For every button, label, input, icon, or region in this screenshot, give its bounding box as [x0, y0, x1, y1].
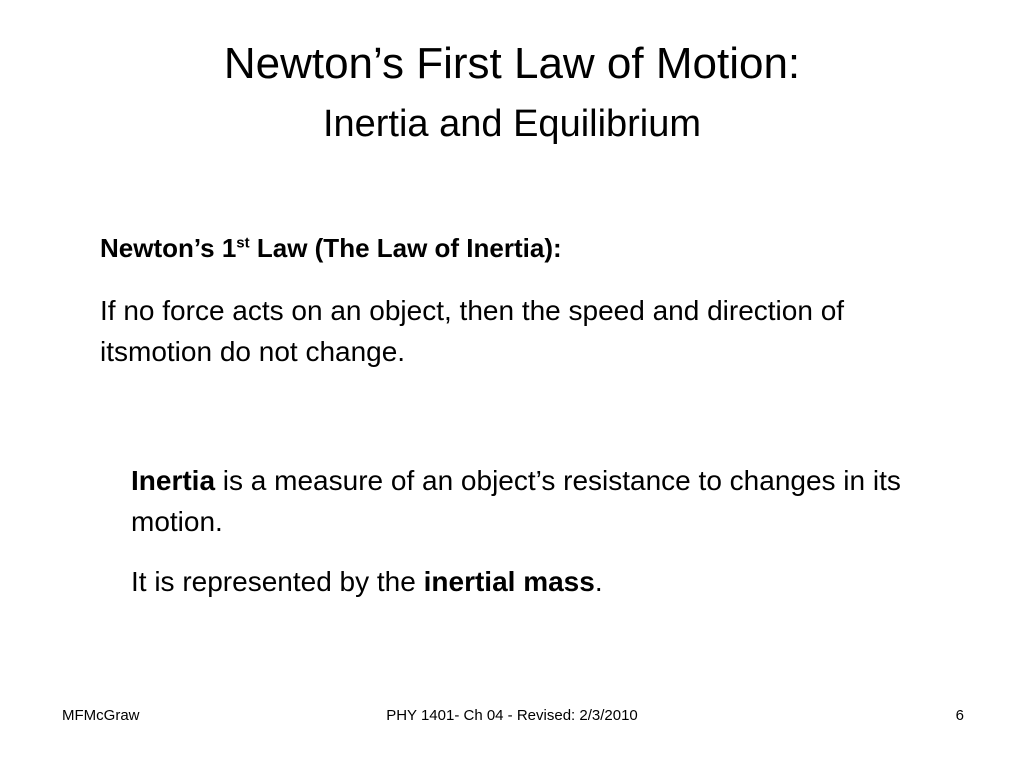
law-heading-superscript: st — [236, 234, 250, 252]
law-heading-prefix: Newton’s 1 — [100, 233, 237, 263]
slide-title: Newton’s First Law of Motion: — [223, 39, 801, 88]
footer-page-number: 6 — [955, 707, 964, 724]
law-heading-suffix: Law (The Law of Inertia): — [249, 233, 562, 263]
law-statement: If no force acts on an object, then the speed and direction of itsmotion do not change. — [100, 295, 845, 367]
slide-title-block — [0, 38, 1024, 148]
law-heading — [100, 231, 562, 265]
inertia-definition — [131, 460, 911, 542]
inertial-mass-term: inertial mass — [423, 566, 595, 597]
slide-subtitle: Inertia and Equilibrium — [322, 103, 702, 145]
inertial-mass-suffix: . — [594, 566, 603, 597]
inertial-mass-prefix: It is represented by the — [131, 566, 424, 597]
footer-course-info: PHY 1401- Ch 04 - Revised: 2/3/2010 — [386, 707, 638, 724]
inertial-mass-statement — [131, 561, 911, 602]
footer-author: MFMcGraw — [62, 707, 140, 724]
inertia-term: Inertia — [131, 465, 216, 496]
inertia-definition-text: is a measure of an object’s resistance to changes in its motion. — [131, 465, 901, 537]
